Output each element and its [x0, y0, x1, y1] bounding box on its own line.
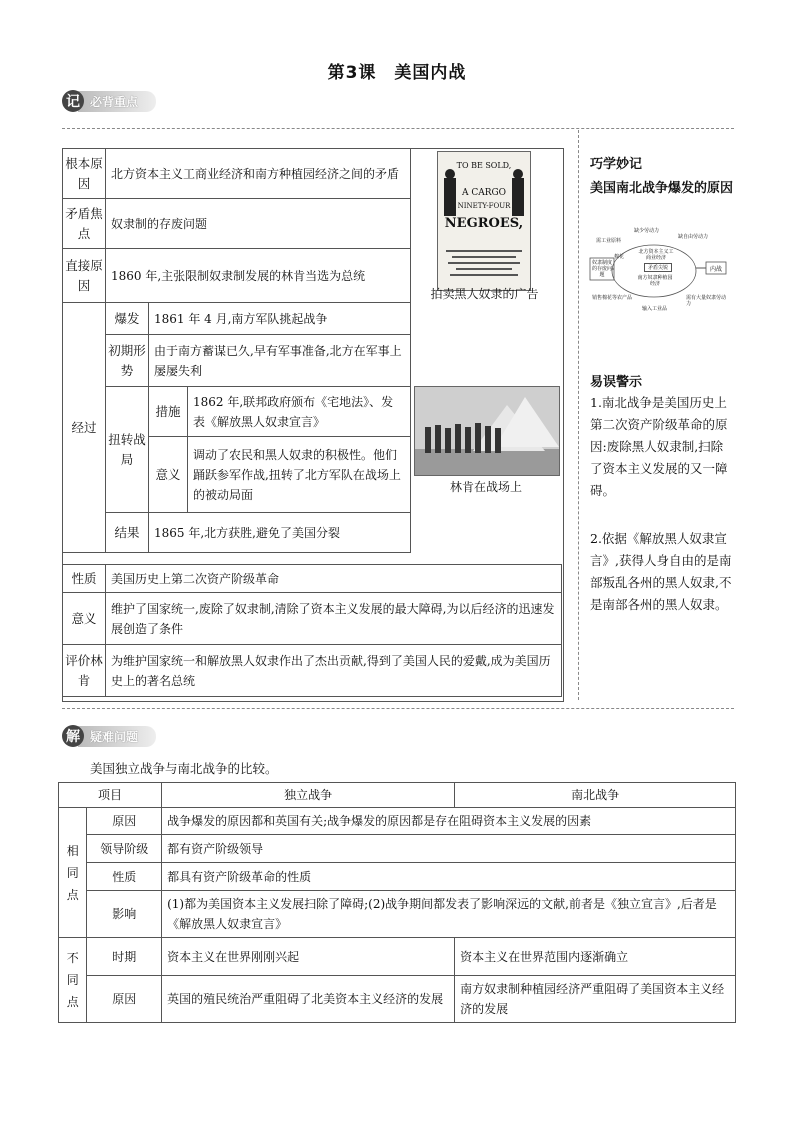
row-label: 直接原因 [63, 249, 106, 303]
jie-icon: 解 [62, 725, 84, 747]
diagram-node: 缺自由劳动力 [678, 234, 709, 240]
poster-line: NEGROES, [444, 216, 524, 231]
diagram-node: 销售棉花等农产品 [592, 295, 633, 301]
row-label: 影响 [87, 891, 162, 938]
root-cause-text: 北方资本主义工商业经济和南方种植园经济之间的矛盾 [106, 149, 411, 199]
result-text: 1865 年,北方获胜,避免了美国分裂 [149, 513, 411, 553]
diagram-node: 需工业原料 [596, 238, 622, 244]
diff-label: 不同点 [59, 938, 87, 1023]
row-label: 原因 [87, 976, 162, 1023]
row-label: 性质 [87, 863, 162, 891]
row-label: 原因 [87, 808, 162, 835]
section-tab-difficult-questions [62, 725, 156, 747]
diagram-node: 需有大量奴隶劳动力 [686, 295, 727, 307]
row-label: 评价林肯 [63, 645, 106, 697]
direct-cause-text: 1860 年,主张限制奴隶制发展的林肯当选为总统 [106, 249, 411, 303]
comparison-table [58, 782, 736, 1023]
focus-text: 奴隶制的存废问题 [106, 199, 411, 249]
diagram-node: 北方资本主义工商业经济 [638, 249, 674, 261]
diagram-node: 南方奴隶种植园经济 [637, 275, 673, 287]
poster-line: A CARGO [461, 188, 507, 198]
lincoln-battlefield-photo [414, 386, 560, 476]
header-item: 项目 [59, 783, 162, 808]
diagram-node: 输入工业品 [642, 306, 668, 312]
poster-line: NINETY-FOUR [457, 202, 511, 210]
section-label: 必背重点 [78, 91, 156, 112]
row-label: 初期形势 [106, 335, 149, 387]
divider [62, 128, 734, 129]
meaning-text: 调动了农民和黑人奴隶的积极性。他们踊跃参军作战,扭转了北方军队在战场上的被动局面 [188, 437, 411, 513]
memo-title: 美国南北战争爆发的原因 [590, 181, 734, 196]
poster-line: TO BE SOLD, [456, 161, 512, 170]
row-label: 爆发 [106, 303, 149, 335]
row-label: 领导阶级 [87, 835, 162, 863]
diagram-node: 棉花 [614, 254, 625, 260]
diagram-node: 内战 [709, 266, 722, 273]
warning-heading: 易误警示 [590, 375, 643, 390]
diff-cause-b: 南方奴隶制种植园经济严重阻碍了美国资本主义经济的发展 [455, 976, 736, 1023]
row-label: 措施 [149, 387, 188, 437]
warning-point-2: 2.依据《解放黑人奴隶宣言》,获得人身自由的是南部叛乱各州的黑人奴隶,不是南部各州的黑人奴隶。 [590, 531, 732, 612]
diagram-node: 缺少劳动力 [634, 228, 660, 234]
nature-text: 美国历史上第二次资产阶级革命 [106, 565, 562, 593]
cause-diagram [586, 225, 731, 317]
lincoln-photo-caption: 林肯在战场上 [449, 480, 522, 494]
main-table [62, 148, 411, 553]
row-label: 矛盾焦点 [63, 199, 106, 249]
divider [62, 708, 734, 709]
divider [578, 130, 579, 700]
evaluate-text: 为维护国家统一和解放黑人奴隶作出了杰出贡献,得到了美国人民的爱戴,成为美国历史上的著名总统 [106, 645, 562, 697]
diff-period-b: 资本主义在世界范围内逐渐确立 [455, 938, 736, 976]
row-label: 意义 [63, 593, 106, 645]
warning-point-1: 1.南北战争是美国历史上第二次资产阶级革命的原因:废除黑人奴隶制,扫除了资本主义发展的又一障碍。 [590, 395, 728, 498]
significance-text: 维护了国家统一,废除了奴隶制,清除了资本主义发展的最大障碍,为以后经济的迅速发展创造了条件 [106, 593, 562, 645]
row-label: 意义 [149, 437, 188, 513]
same-nature-text: 都具有资产阶级革命的性质 [162, 863, 736, 891]
same-impact-text: (1)都为美国资本主义发展扫除了障碍;(2)战争期间都发表了影响深远的文献,前者是《独立宣言》,后者是《解放黑人奴隶宣言》 [162, 891, 736, 938]
initial-text: 由于南方蓄谋已久,早有军事准备,北方在军事上屡屡失利 [149, 335, 411, 387]
measure-text: 1862 年,联邦政府颁布《宅地法》、发表《解放黑人奴隶宣言》 [188, 387, 411, 437]
compare-intro: 美国独立战争与南北战争的比较。 [90, 761, 278, 776]
diff-cause-a: 英国的殖民统治严重阻碍了北美资本主义经济的发展 [162, 976, 455, 1023]
diagram-node: 矛盾尖锐 [644, 263, 672, 272]
diff-period-a: 资本主义在世界刚刚兴起 [162, 938, 455, 976]
header-independence-war: 独立战争 [162, 783, 455, 808]
row-label: 根本原因 [63, 149, 106, 199]
ji-icon: 记 [62, 90, 84, 112]
battlefield-photo-illustration [415, 387, 559, 475]
same-cause-text: 战争爆发的原因都和英国有关;战争爆发的原因都是存在阻碍资本主义发展的因素 [162, 808, 736, 835]
row-label: 性质 [63, 565, 106, 593]
slave-auction-poster-image [437, 151, 531, 291]
section-tab-key-points [62, 90, 156, 112]
row-label: 结果 [106, 513, 149, 553]
section-label: 疑难问题 [78, 726, 156, 747]
header-civil-war: 南北战争 [455, 783, 736, 808]
row-label: 时期 [87, 938, 162, 976]
main-table-bottom [62, 564, 562, 697]
same-leader-text: 都有资产阶级领导 [162, 835, 736, 863]
outbreak-text: 1861 年 4 月,南方军队挑起战争 [149, 303, 411, 335]
page-title: 第3课 美国内战 [327, 63, 467, 83]
diagram-node: 奴隶制度的存废问题 [591, 260, 612, 278]
row-label: 经过 [63, 303, 106, 553]
same-label: 相同点 [59, 808, 87, 938]
memo-heading: 巧学妙记 [590, 157, 643, 172]
poster-caption: 拍卖黑人奴隶的广告 [430, 287, 539, 301]
row-label: 扭转战局 [106, 387, 149, 513]
